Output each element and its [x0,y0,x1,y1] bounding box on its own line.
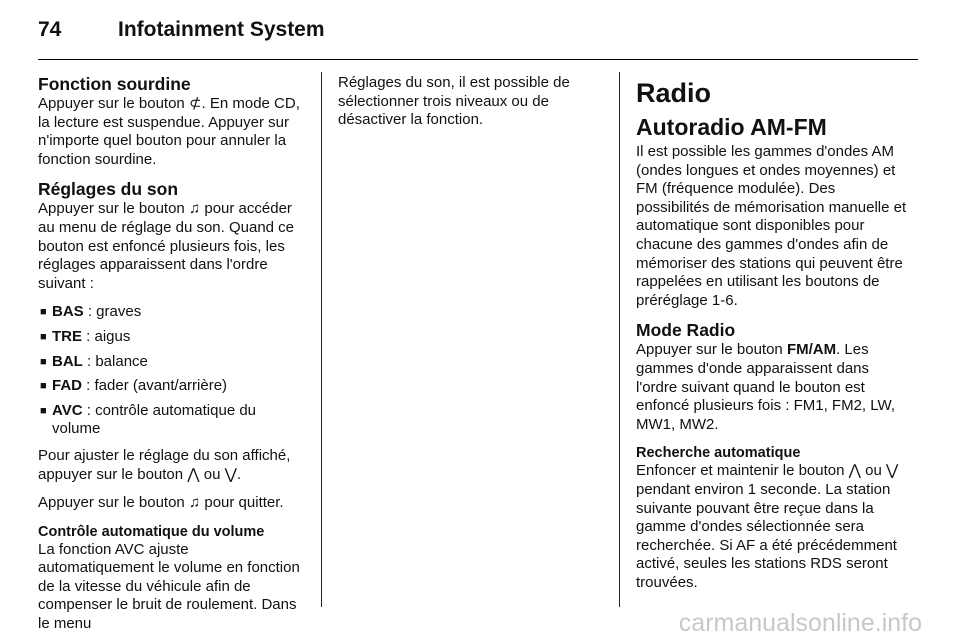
avc-heading: Contrôle automatique du volume [38,523,265,540]
setting-desc: : graves [83,303,142,321]
music-note-icon: ♫ [188,200,201,218]
mode-text-b: . Les gammes d'onde apparaissent dans l'ordre suivant quand le bouton est enfoncé plusieurs fois : FM1, FM2, LW, MW1, MW2. [636,341,895,433]
am-fm-heading: Autoradio AM-FM [636,114,827,140]
adjust-text-b: ou [203,465,221,483]
chevron-down-icon: ⋁ [224,465,237,483]
sound-settings-list [38,303,306,439]
setting-key: FAD [52,377,82,395]
chevron-down-icon: ⋁ [885,462,899,480]
fm-am-key: FM/AM [786,341,837,359]
sound-heading: Réglages du son [38,179,179,200]
page-header [38,18,918,50]
am-fm-paragraph: Il est possible les gammes d'ondes AM (ondes longues et ondes moyennes) et FM (fréquence modulée). Des possibilités de mémorisation manuelle et automatique sont disponibles pour chacune des gammes d'ondes afin de mémoriser des stations qui peuvent être rappelées en utilisant les boutons de préréglage 1-6. [636,143,907,309]
mode-radio-heading: Mode Radio [636,320,736,341]
adjust-text-c: . [236,465,242,483]
chevron-up-icon: ⋀ [187,465,200,483]
bullet: ■ [40,380,47,393]
adjust-paragraph [38,447,306,484]
setting-desc: : balance [82,352,148,370]
bullet: ■ [40,404,47,417]
page-number: 74 [38,18,62,41]
column-divider [619,72,620,607]
sound-paragraph [38,200,306,293]
adjust-text-a: Pour ajuster le réglage du son affiché, appuyer sur le bouton [38,446,291,483]
setting-key: AVC [52,401,83,419]
mute-icon: ⊄ [188,95,202,112]
sound-text-b: pour accéder au menu de réglage du son. Quand ce bouton est enfoncé plusieurs fois, les réglages apparaissent dans l'ordre suivant : [38,200,295,292]
setting-desc: : fader (avant/arrière) [82,377,228,395]
bullet: ■ [40,306,47,319]
music-note-icon: ♫ [188,494,201,512]
quit-text-b: pour quitter. [204,494,284,512]
watermark: carmanualsonline.info [678,609,922,637]
column-middle [338,74,596,140]
search-text-a: Enfoncer et maintenir le bouton [636,462,845,480]
mute-text-a: Appuyer sur le bouton [38,95,185,112]
bullet: ■ [40,355,47,368]
quit-text-a: Appuyer sur le bouton [38,494,185,512]
list-item [38,353,306,372]
setting-key: TRE [52,327,82,345]
search-text-c: pendant environ 1 seconde. La station suivante pouvant être reçue dans la gamme d'ondes sélectionnée sera recherchée. Si AF a été précédemment activé, seules les stations RDS seront trouvées. [636,480,897,591]
header-divider [38,59,918,60]
column-divider [321,72,322,607]
column-left [38,74,306,644]
mute-text-b: . En mode CD, la lecture est suspendue. Appuyer sur n'importe quel bouton pour annuler la fonction sourdine. [38,95,300,168]
auto-search-heading: Recherche automatique [636,445,801,462]
setting-desc: : contrôle automatique du volume [52,401,257,438]
auto-search-paragraph [636,462,908,592]
setting-key: BAS [52,303,84,321]
search-text-b: ou [865,462,882,480]
mode-radio-paragraph [636,341,908,434]
bullet: ■ [40,330,47,343]
mode-text-a: Appuyer sur le bouton [636,341,783,359]
mute-paragraph [38,95,306,169]
radio-heading: Radio [636,78,712,108]
sound-text-a: Appuyer sur le bouton [38,200,185,218]
page-title: Infotainment System [118,18,325,41]
avc-paragraph: La fonction AVC ajuste automatiquement le volume en fonction de la vitesse du véhicule afin de compenser le bruit de roulement. Dans le menu [38,540,300,633]
sound-continued-paragraph: Réglages du son, il est possible de sélectionner trois niveaux ou de désactiver la fonction. [338,74,570,129]
column-right [636,74,908,602]
setting-key: BAL [52,352,83,370]
list-item [38,303,306,322]
list-item [38,402,306,439]
list-item [38,328,306,347]
chevron-up-icon: ⋀ [848,462,861,480]
setting-desc: : aigus [82,327,131,345]
list-item [38,377,306,396]
quit-paragraph [38,494,306,513]
mute-heading: Fonction sourdine [38,74,191,94]
